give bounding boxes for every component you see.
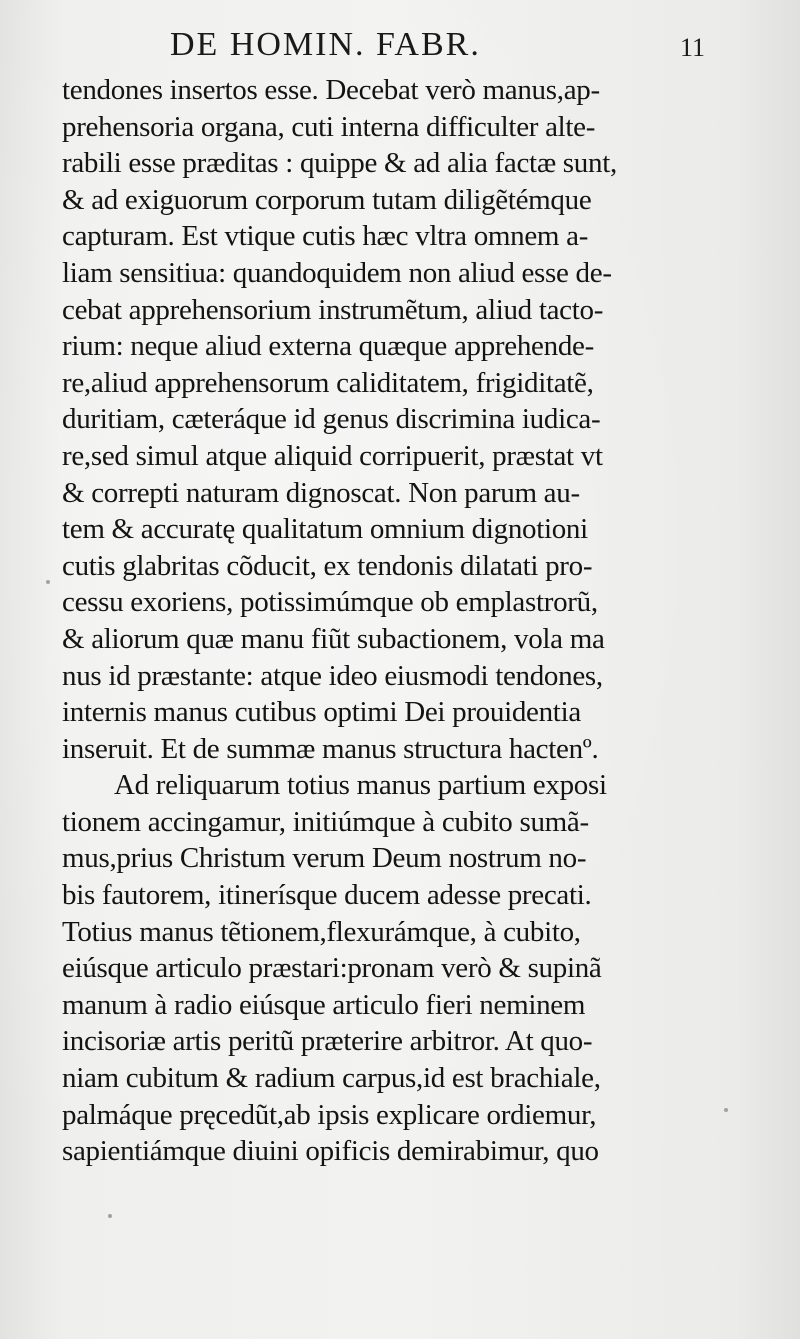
text-line: mus,prius Christum verum Deum nostrum no- — [62, 842, 587, 875]
text-line: internis manus cutibus optimi Dei prouidentia — [62, 696, 581, 729]
text-line: manum à radio eiúsque articulo fieri neminem — [62, 988, 586, 1021]
text-line: re,sed simul atque aliquid corripuerit, præstat vt — [62, 439, 603, 472]
text-line: cebat apprehensorium instrumẽtum, aliud tacto- — [62, 293, 604, 326]
paragraph-start-line: Ad reliquarum totius manus partium exposi — [114, 769, 607, 802]
text-line: & ad exiguorum corporum tutam diligẽtémque — [62, 183, 592, 216]
text-line: palmáque pręcedũt,ab ipsis explicare ordiemur, — [62, 1098, 597, 1131]
text-line: niam cubitum & radium carpus,id est brachiale, — [62, 1062, 601, 1095]
text-line: & aliorum quæ manu fiũt subactionem, vola ma — [62, 622, 605, 655]
text-line: tendones insertos esse. Decebat verò manus,ap- — [62, 74, 600, 106]
text-line: tem & accuratę qualitatum omnium dignotioni — [62, 513, 588, 546]
text-line: liam sensitiua: quandoquidem non aliud esse de- — [62, 256, 612, 289]
text-line: duritiam, cæteráque id genus discrimina iudica- — [62, 403, 601, 436]
running-head — [0, 22, 800, 72]
text-line: eiúsque articulo præstari:pronam verò & supinã — [62, 952, 602, 985]
running-title: DE HOMIN. FABR. — [170, 26, 481, 63]
text-line: Totius manus tẽtionem,flexurámque, à cubito, — [62, 915, 581, 948]
text-line: sapientiámque diuini opificis demirabimur, quo — [62, 1135, 599, 1168]
paper-speck — [108, 1214, 112, 1218]
text-line: capturam. Est vtique cutis hæc vltra omnem a- — [62, 220, 589, 253]
text-line: nus id præstante: atque ideo eiusmodi tendones, — [62, 659, 603, 692]
text-line: incisoriæ artis peritũ præterire arbitror. At quo- — [62, 1025, 593, 1058]
body-text — [62, 72, 714, 1170]
paper-speck — [46, 580, 50, 584]
text-line: rium: neque aliud externa quæque apprehende- — [62, 330, 594, 363]
text-line: re,aliud apprehensorum caliditatem, frigiditatẽ, — [62, 366, 594, 399]
text-line: inseruit. Et de summæ manus structura hactenº. — [62, 732, 599, 765]
text-line: & correpti naturam dignoscat. Non parum au- — [62, 476, 580, 509]
text-line: cutis glabritas cõducit, ex tendonis dilatati pro- — [62, 549, 593, 582]
text-line: bis fautorem, itinerísque ducem adesse precati. — [62, 879, 592, 912]
text-line: tionem accingamur, initiúmque à cubito sumã- — [62, 805, 589, 838]
text-line: cessu exoriens, potissimúmque ob emplastrorũ, — [62, 586, 598, 619]
paper-speck — [724, 1108, 728, 1112]
text-line: prehensoria organa, cuti interna difficulter alte- — [62, 110, 596, 143]
text-line: rabili esse præditas : quippe & ad alia factæ sunt, — [62, 147, 617, 180]
page-number: 11 — [680, 33, 706, 62]
